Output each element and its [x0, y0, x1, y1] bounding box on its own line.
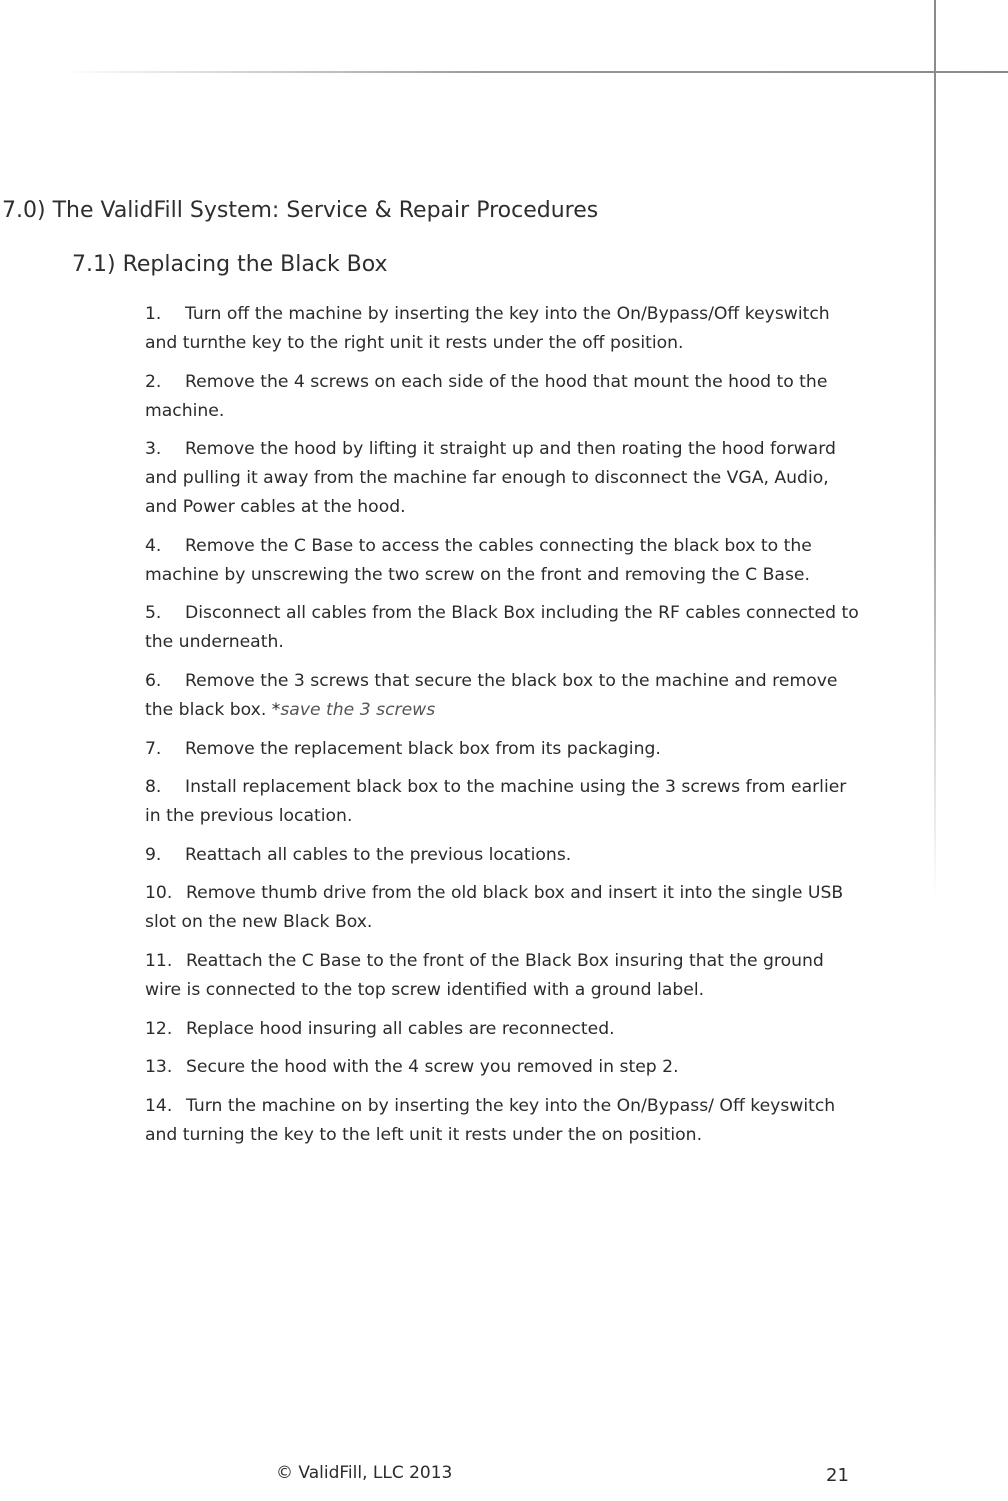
step-text: Secure the hood with the 4 screw you removed in step 2.: [186, 1057, 679, 1078]
step-text: Install replacement black box to the machine using the 3 screws from earlier in the previous location.: [145, 777, 847, 827]
step-text: Replace hood insuring all cables are reconnected.: [186, 1018, 615, 1039]
step-9: [145, 841, 865, 870]
step-text: Remove the 3 screws that secure the black box to the machine and remove the black box. *: [145, 670, 838, 720]
step-7: [145, 735, 865, 764]
step-text: Remove the 4 screws on each side of the hood that mount the hood to the machine.: [145, 371, 828, 421]
step-number: 3.: [145, 439, 162, 460]
page-number: 21: [826, 1465, 849, 1486]
step-number: 7.: [145, 738, 162, 759]
step-number: 8.: [145, 777, 162, 798]
header-rule-vertical: [934, 0, 936, 900]
step-13: [145, 1053, 865, 1082]
step-text: Reattach the C Base to the front of the Black Box insuring that the ground wire is connected to the top screw identified with a ground label.: [145, 950, 824, 1000]
procedure-steps: [145, 300, 865, 1159]
footer-copyright: © ValidFill, LLC 2013: [276, 1463, 453, 1483]
step-number: 12.: [145, 1018, 173, 1039]
step-5: [145, 599, 865, 657]
step-number: 1.: [145, 304, 162, 324]
step-10: [145, 879, 865, 937]
step-text: Reattach all cables to the previous locations.: [185, 844, 572, 865]
step-11: [145, 947, 865, 1005]
step-text: Turn the machine on by inserting the key into the On/Bypass/ Off keyswitch and turning the key to the left unit it rests under the on position.: [145, 1095, 836, 1145]
step-2: [145, 368, 865, 426]
step-number: 2.: [145, 371, 162, 392]
step-number: 13.: [145, 1057, 173, 1078]
step-number: 9.: [145, 844, 162, 865]
step-3: [145, 435, 865, 522]
step-8: [145, 773, 865, 831]
step-text: Remove thumb drive from the old black box and insert it into the single USB slot on the new Black Box.: [145, 883, 844, 933]
subsection-title: 7.1) Replacing the Black Box: [72, 252, 388, 277]
step-number: 11.: [145, 950, 173, 971]
step-number: 5.: [145, 603, 162, 624]
step-text: Turn off the machine by inserting the key into the On/Bypass/Off keyswitch and turnthe key to the right unit it rests under the off position.: [145, 304, 830, 353]
step-text: Remove the C Base to access the cables connecting the black box to the machine by unscrewing the two screw on the front and removing the C Base.: [145, 535, 812, 585]
step-number: 10.: [145, 883, 173, 904]
step-text: Remove the replacement black box from its packaging.: [185, 738, 661, 759]
section-title: 7.0) The ValidFill System: Service & Repair Procedures: [2, 198, 599, 223]
header-rule-horizontal: [60, 71, 1008, 73]
step-text: Disconnect all cables from the Black Box including the RF cables connected to the underneath.: [145, 603, 859, 653]
step-1: [145, 300, 865, 358]
step-number: 14.: [145, 1095, 173, 1116]
step-12: [145, 1015, 865, 1044]
step-14: [145, 1092, 865, 1150]
step-number: 4.: [145, 535, 162, 556]
step-6: [145, 667, 865, 725]
step-number: 6.: [145, 670, 162, 691]
step-text: Remove the hood by lifting it straight up and then roating the hood forward and pulling it away from the machine far enough to disconnect the VGA, Audio, and Power cables at the hood.: [145, 439, 836, 518]
step-note: save the 3 screws: [280, 699, 436, 720]
step-4: [145, 532, 865, 590]
